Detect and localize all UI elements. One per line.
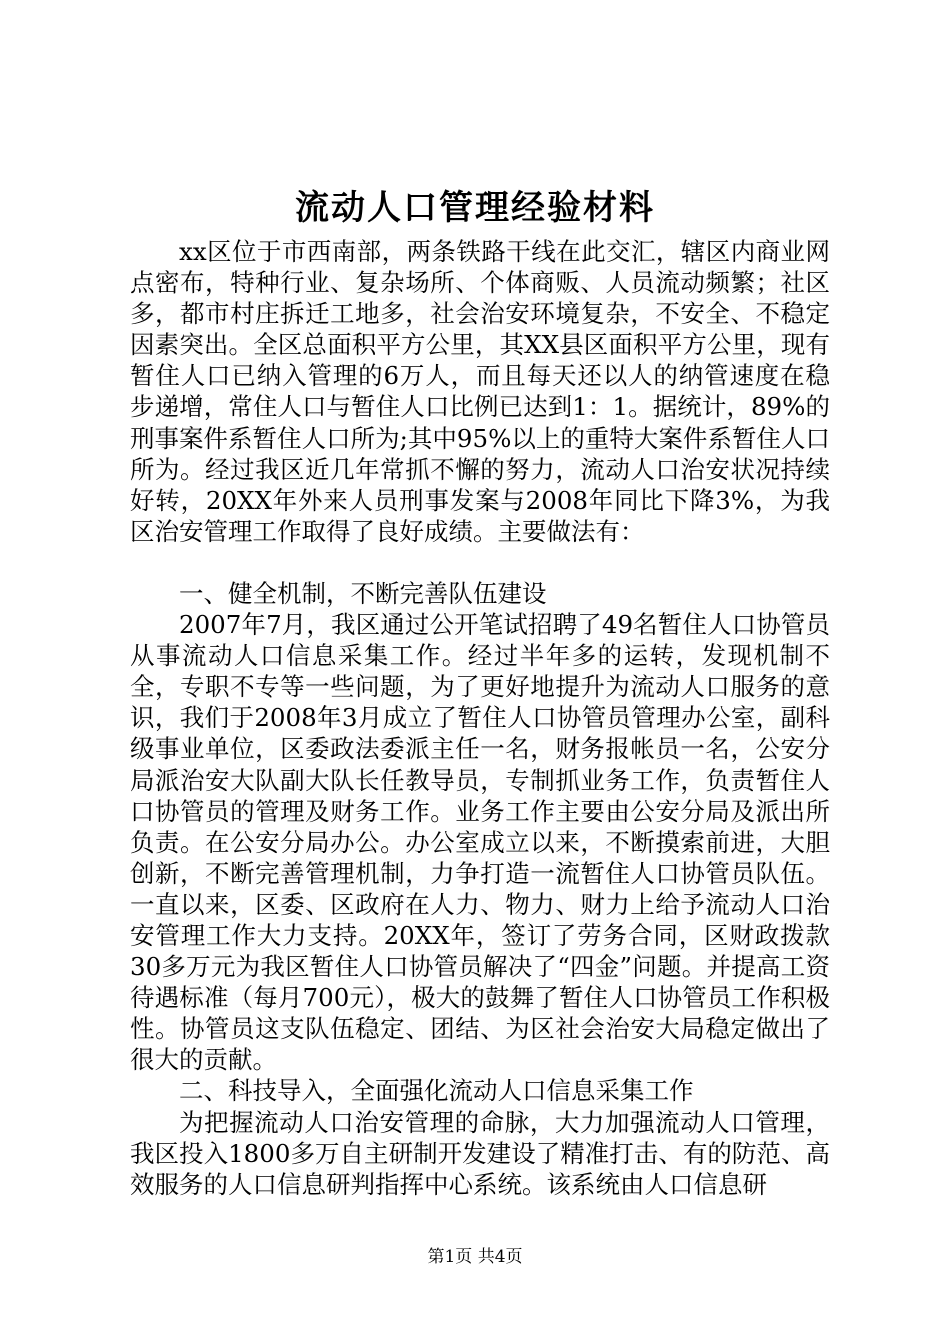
- section-heading-1: 一、健全机制，不断完善队伍建设: [179, 578, 547, 608]
- paragraph-section-1: 2007年7月，我区通过公开笔试招聘了49名暂住人口协管员从事流动人口信息采集工作。经过半年多的运转，发现机制不全，专职不专等一些问题，为了更好地提升为流动人口服务的意识，我们于2008年3月成立了暂住人口协管员管理办公室，副科级事业单位，区委政法委派主任一名，财务报帐员一名，公安分局派治安大队副大队长任教导员，专制抓业务工作，负责暂住人口协管员的管理及财务工作。业务工作主要由公安分局及派出所负责。在公安分局办公。办公室成立以来，不断摸索前进，大胆创新，不断完善管理机制，力争打造一流暂住人口协管员队伍。一直以来，区委、区政府在人力、物力、财力上给予流动人口治安管理工作大力支持。20XX年，签订了劳务合同，区财政拨款30多万元为我区暂住人口协管员解决了“四金”问题。并提高工资待遇标准（每月700元），极大的鼓舞了暂住人口协管员工作积极性。协管员这支队伍稳定、团结、为区社会治安大局稳定做出了很大的贡献。: [130, 610, 830, 1075]
- document-title: 流动人口管理经验材料: [295, 188, 655, 228]
- paragraph-spacer: [130, 547, 830, 578]
- document-body: [130, 236, 830, 1200]
- paragraph-section-2: 为把握流动人口治安管理的命脉，大力加强流动人口管理，我区投入1800多万自主研制开发建设了精准打击、有的防范、高效服务的人口信息研判指挥中心系统。该系统由人口信息研: [130, 1107, 830, 1199]
- page-number-footer: 第1页 共4页: [427, 1247, 523, 1267]
- paragraph-intro: xx区位于市西南部，两条铁路干线在此交汇，辖区内商业网点密布，特种行业、复杂场所、个体商贩、人员流动频繁；社区多，都市村庄拆迁工地多，社会治安环境复杂，不安全、不稳定因素突出。全区总面积平方公里，其XX县区面积平方公里，现有暂住人口已纳入管理的6万人，而且每天还以人的纳管速度在稳步递增，常住人口与暂住人口比例已达到1：1。据统计，89%的刑事案件系暂住人口所为;其中95%以上的重特大案件系暂住人口所为。经过我区近几年常抓不懈的努力，流动人口治安状况持续好转，20XX年外来人员刑事发案与2008年同比下降3%，为我区治安管理工作取得了良好成绩。主要做法有：: [130, 237, 830, 546]
- section-heading-2: 二、科技导入，全面强化流动人口信息采集工作: [179, 1076, 694, 1106]
